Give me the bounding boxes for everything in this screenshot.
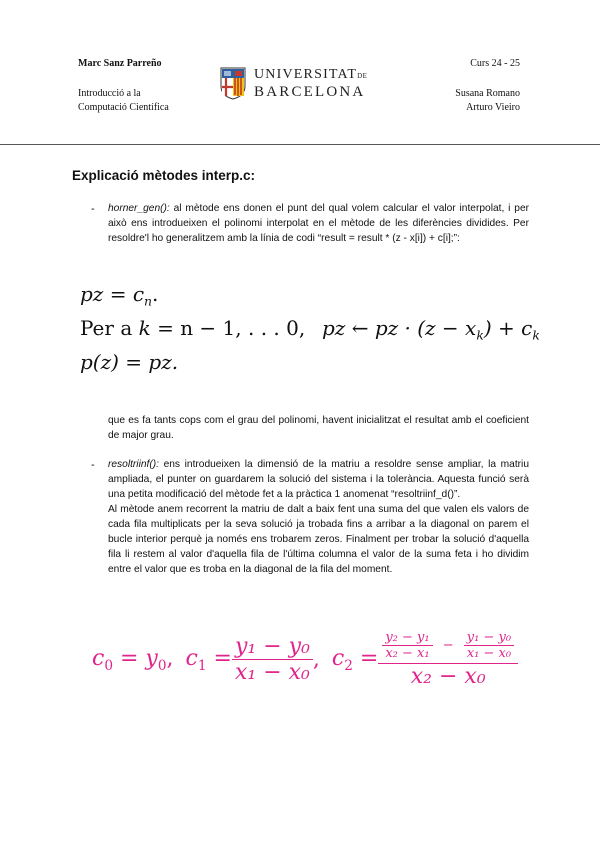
university-line1: UNIVERSITAT (254, 66, 358, 82)
university-name (254, 67, 367, 100)
c0-symbol: c (92, 645, 105, 671)
c0-rhs-sub: 0 (157, 657, 167, 674)
c1-expr: $c_1$ = (185, 645, 232, 674)
c2-num-frac-a (382, 630, 432, 661)
item1-after-paragraph: que es fa tants cops com el grau del polinomi, havent inicialitzat el resultat amb el coeficient de major grau. (108, 415, 529, 441)
header-left (78, 57, 169, 115)
formula1-c: c (132, 282, 145, 306)
header-right (455, 57, 520, 115)
formula1-range: = n − 1, . . . 0, (150, 316, 306, 340)
formula1-sub-k2: k (532, 327, 540, 343)
c0-sub: 0 (104, 657, 113, 674)
c1-denominator: x₁ − x₀ (234, 660, 310, 685)
bullet-1: - (91, 203, 95, 215)
formula1-assign (322, 316, 540, 342)
teacher-1: Susana Romano (455, 88, 520, 99)
formula1-sub-n: n (144, 293, 153, 309)
bullet-2: - (91, 459, 95, 471)
function-name-resoltriinf: resoltriinf(): (108, 459, 159, 470)
c2-numerator (378, 630, 518, 664)
formula1-per-a: Per a (80, 316, 139, 340)
c1-comma: , (312, 647, 320, 672)
author-name: Marc Sanz Parreño (78, 58, 162, 69)
formula1-pz: pz (80, 282, 104, 306)
teacher-2: Arturo Vieiro (466, 102, 520, 113)
c2-sub: 2 (344, 657, 353, 674)
formula1-result: p(z) = pz. (80, 350, 179, 374)
university-logo (220, 66, 367, 100)
c1-fraction (232, 634, 313, 685)
c2-num-frac-b (464, 630, 514, 661)
c2-num-b-bottom: x₁ − x₀ (466, 646, 512, 661)
course-title-line1: Introducció a la (78, 88, 141, 99)
c2-num-a-top: y₂ − y₁ (382, 630, 432, 646)
formula1-eq: = (103, 282, 133, 306)
c2-num-a-bottom: x₂ − x₁ (385, 646, 430, 661)
c0-comma: , (166, 645, 174, 671)
course-year: Curs 24 - 25 (470, 58, 520, 69)
formula1-sub-k: k (476, 327, 484, 343)
formula1-k: k (138, 316, 151, 340)
c2-fraction (378, 630, 518, 689)
formula1-assign-expr: pz ← pz · (z − x (322, 316, 477, 340)
formula1-line1 (80, 282, 158, 308)
formula1-line3 (80, 350, 178, 374)
header-divider (0, 144, 600, 145)
c1-numerator: y₁ − y₀ (232, 634, 313, 660)
course-title-line2: Computació Científica (78, 102, 169, 113)
university-line2: BARCELONA (254, 83, 366, 100)
item1-text: al mètode ens donen el punt del qual volem calcular el valor interpolat, i per això ens introdueixen el polinomi interpolat en el mètode de les diferències dividides. Per resoldre'l ho generalitzem amb la línia de codi “result = result * (z - x[i]) + c[i];”: (108, 203, 529, 244)
formula1-dot: . (152, 282, 159, 306)
c2-denominator: x₂ − x₀ (410, 664, 486, 689)
c0-expr (92, 646, 174, 674)
function-name-horner: horner_gen(): (108, 203, 170, 214)
c2-num-minus: − (442, 638, 454, 653)
c2-symbol: c (331, 645, 345, 671)
c0-rhs: = y (113, 645, 158, 671)
formula1-line2 (80, 316, 305, 340)
c2-num-b-top: y₁ − y₀ (464, 630, 514, 646)
item2-paragraph (108, 457, 529, 577)
item1-paragraph (108, 201, 529, 246)
university-shield-icon (220, 66, 246, 100)
university-de: DE (357, 71, 368, 80)
item2-text2: Al mètode anem recorrent la matriu de dalt a baix fent una suma del que valen els valors de cada fila multiplicats per la seva solució ja trobada fins a arribar a la diagonal on parem el bucle interior perquè ja només ens trobarem zeros. Finalment per trobar la solució d'aquella fila li restem al valor d'aquella fila de l'última columna el valor de la suma feta i ho dividim entre el valor que es troba en la diagonal de la fila del moment. (108, 504, 529, 575)
formula1-plus-c: ) + c (483, 316, 533, 340)
section-title: Explicació mètodes interp.c: (72, 168, 256, 183)
divided-differences-formula (92, 630, 518, 689)
c1-symbol: c (185, 645, 198, 671)
item2-text: ens introdueixen la dimensió de la matriu a resoldre sense ampliar, la matriu ampliada, el punter on guardarem la solució del sistema i la tolerància. Aquesta funció serà una petita modificació del mètode fet a la pràctica 1 anomenat “resoltriinf_d()”. (108, 459, 529, 500)
c2-expr: $c_2$ = (331, 645, 379, 674)
c1-sub: 1 (197, 657, 207, 674)
